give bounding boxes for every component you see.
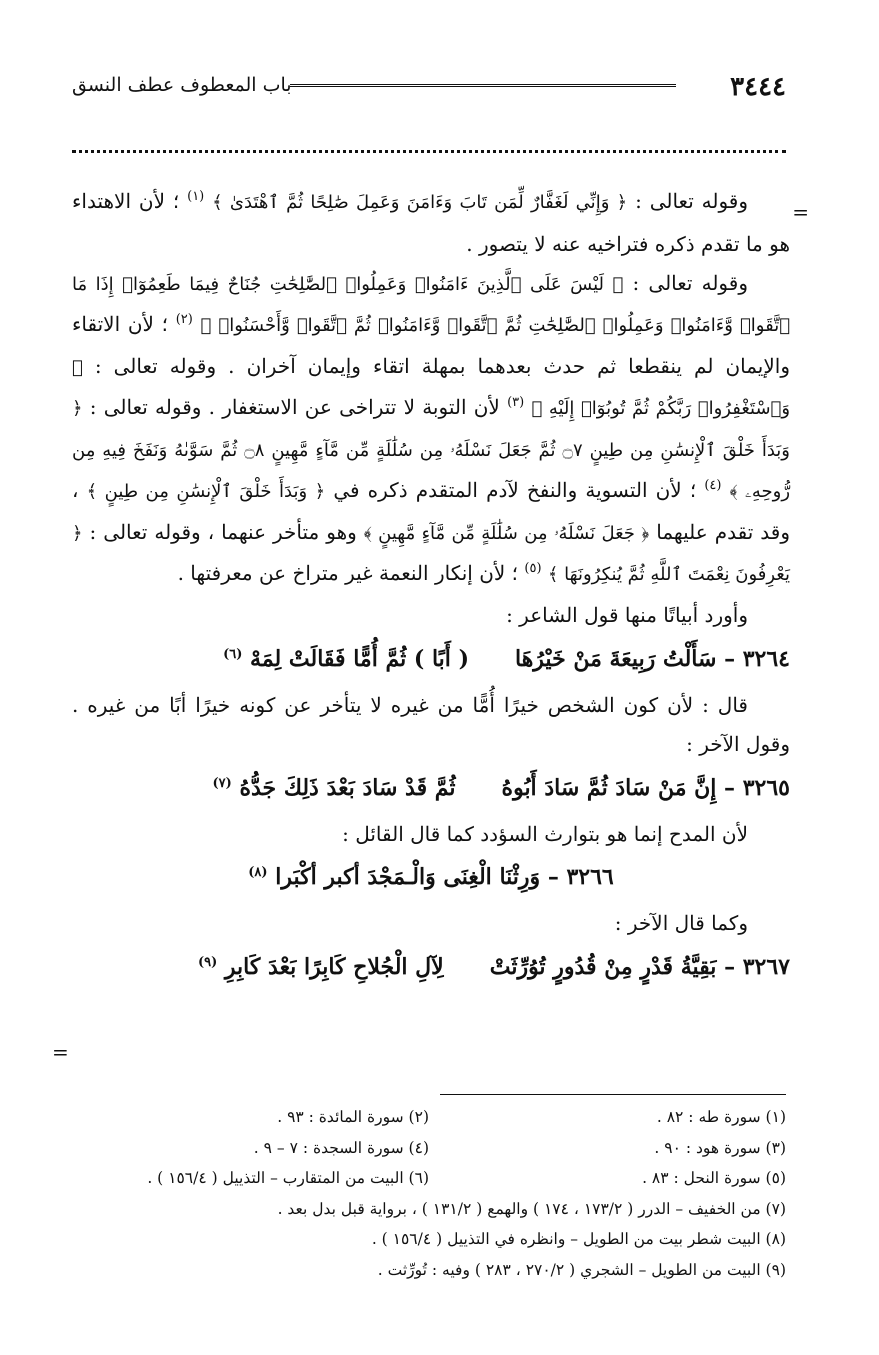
paragraph-6: وكما قال الآخر : (614, 911, 748, 935)
main-text (72, 182, 790, 994)
continuation-mark-bottom: = (52, 1040, 69, 1064)
footnote-6: (٦) البيت من المتقارب – التذييل ( ١٥٦/٤ ) . (147, 1169, 429, 1187)
header-rule (290, 84, 676, 91)
footnote-ref: (٣) (507, 394, 525, 410)
quran-quote: ﴿ لَيْسَ عَلَى ٱلَّذِينَ ءَامَنُوا۟ وَعَمِلُوا۟ ٱلصَّٰلِحَٰتِ جُنَاحٌ فِيمَا طَعِمُوٓا۟ إِذَا مَا ٱتَّقَوا۟ وَّءَامَنُوا۟ وَعَمِلُوا۟ ٱلصَّٰلِحَٰتِ ثُمَّ ٱتَّقَوا۟ وَّءَامَنُوا۟ ثُمَّ ٱتَّقَوا۟ وَّأَحْسَنُوا۟ ﴾ (72, 274, 791, 336)
poetry-verse-3267: ٣٢٦٧ – بَقِيَّةُ قَدْرٍ مِنْ قُدُورٍ تُوُرِّثَتْلِآلِ الْجُلاحِ كَابِرًا بَعْدَ كَابِرِ $^{(٩)}$ (197, 953, 790, 980)
footnote-ref: (٨) (248, 865, 268, 880)
dotted-separator (72, 150, 786, 153)
quran-quote: ﴿ وَبَدَأَ خَلْقَ ٱلْإِنسَٰنِ مِن طِينٍ ﴾ (86, 480, 326, 502)
footnote-4: (٤) سورة السجدة : ٧ – ٩ . (253, 1138, 429, 1157)
continuation-mark-top: = (792, 200, 809, 224)
footnote-9: (٩) البيت من الطويل – الشجري ( ٢٧٠/٢ ، ٢٨٣ ) وفيه : تُورِّثت . (377, 1260, 786, 1279)
footnotes (72, 1102, 786, 1285)
poetry-verse-3266: ٣٢٦٦ – وَرِثْنَا الْغِنَى وَالْـمَجْدَ أكبر أكْبَرا $^{(٨)}$ (248, 864, 614, 890)
quran-quote: ﴿ وَٱسْتَغْفِرُوا۟ رَبَّكُمْ ثُمَّ تُوبُوٓا۟ إِلَيْهِ ﴾ (72, 357, 791, 419)
page-header (72, 72, 786, 108)
quran-quote: ﴿ جَعَلَ نَسْلَهُۥ مِن سُلَٰلَةٍ مِّن مَّآءٍ مَّهِينٍ ﴾ (363, 523, 650, 544)
quran-quote: ﴿ يَعْرِفُونَ نِعْمَتَ ٱللَّهِ ثُمَّ يُنكِرُونَهَا ﴾ (72, 523, 790, 585)
footnote-ref: (٦) (223, 646, 243, 662)
paragraph-3: وأورد أبياتًا منها قول الشاعر : (506, 603, 748, 627)
footnote-ref: (٧) (212, 775, 232, 791)
footnote-ref: (٤) (704, 477, 722, 493)
footnote-7: (٧) من الخفيف – الدرر ( ١٧٣/٢ ، ١٧٤ ) والهمع ( ١٣١/٢ ) ، برواية قبل بدل بعد . (277, 1199, 786, 1218)
footnote-3: (٣) سورة هود : ٩٠ . (654, 1138, 786, 1157)
footnote-8: (٨) البيت شطر بيت من الطويل – وانظره في التذييل ( ١٥٦/٤ ) . (371, 1230, 786, 1248)
footnote-ref: (٢) (175, 311, 193, 327)
paragraph-1: وقوله تعالى : ﴿ وَإِنِّي لَغَفَّارٌ لِّمَن تَابَ وَءَامَنَ وَعَمِلَ صَٰلِحًا ثُمَّ ٱهْتَدَىٰ ﴾ $^{(١)}$ ؛ لأن الاهتداء هو ما تقدم ذكره فتراخيه عنه لا يتصور . (72, 189, 790, 256)
poetry-verse-3264: ٣٢٦٤ – سَأَلْتُ رَبِيعَةَ مَنْ خَيْرُهَا( أَبًا ) ثُمَّ أُمًّا فَقَالَتْ لِمَهْ $^{(٦)}$ (223, 645, 790, 672)
paragraph-5: لأن المدح إنما هو بتوارث السؤدد كما قال القائل : (342, 821, 748, 846)
chapter-title: باب المعطوف عطف النسق (72, 74, 292, 96)
paragraph-4: قال : لأن كون الشخص خيرًا أُمًّا من غيره لا يتأخر عن كونه خيرًا أبًا من غيره . وقول الآخر : (72, 692, 790, 756)
footnote-rule (440, 1094, 786, 1095)
page-number: ٣٤٤٤ (730, 72, 786, 102)
footnote-ref: (٩) (197, 954, 218, 970)
poetry-verse-3265: ٣٢٦٥ – إِنَّ مَنْ سَادَ ثُمَّ سَادَ أَبُوهُثُمَّ قَدْ سَادَ بَعْدَ ذَلِكَ جَدُّهُ $^{(٧)}$ (212, 774, 790, 801)
quran-quote: ﴿ وَبَدَأَ خَلْقَ ٱلْإِنسَٰنِ مِن طِينٍ ۝٧ ثُمَّ جَعَلَ نَسْلَهُۥ مِن سُلَٰلَةٍ مِّن مَّآءٍ مَّهِينٍ ۝٨ ثُمَّ سَوَّىٰهُ وَنَفَخَ فِيهِ مِن رُّوحِهِۦ ﴾ (72, 397, 791, 502)
footnote-5: (٥) سورة النحل : ٨٣ . (642, 1169, 786, 1187)
footnote-2: (٢) سورة المائدة : ٩٣ . (277, 1108, 429, 1126)
paragraph-2: وقوله تعالى : ﴿ لَيْسَ عَلَى ٱلَّذِينَ ءَامَنُوا۟ وَعَمِلُوا۟ ٱلصَّٰلِحَٰتِ جُنَاحٌ فِيمَا طَعِمُوٓا۟ إِذَا مَا ٱتَّقَوا۟ وَّءَامَنُوا۟ وَعَمِلُوا۟ ٱلصَّٰلِحَٰتِ ثُمَّ ٱتَّقَوا۟ وَّءَامَنُوا۟ ثُمَّ ٱتَّقَوا۟ وَّأَحْسَنُوا۟ ﴾ $^{(٢)}$ ؛ لأن الاتقاء والإيمان لم ينقطعا ثم حدث بعدهما بمهلة اتقاء وإيمان آخران . وقوله تعالى : ﴿ وَٱسْتَغْفِرُوا۟ رَبَّكُمْ ثُمَّ تُوبُوٓا۟ إِلَيْهِ ﴾ $^{(٣)}$ لأن التوبة لا تتراخى عن الاستغفار . وقوله تعالى : ﴿ وَبَدَأَ خَلْقَ ٱلْإِنسَٰنِ مِن طِينٍ ۝٧ ثُمَّ جَعَلَ نَسْلَهُۥ مِن سُلَٰلَةٍ مِّن مَّآءٍ مَّهِينٍ ۝٨ ثُمَّ سَوَّىٰهُ وَنَفَخَ فِيهِ مِن رُّوحِهِۦ ﴾ $^{(٤)}$ ؛ لأن التسوية والنفخ لآدم المتقدم ذكره في ﴿ وَبَدَأَ خَلْقَ ٱلْإِنسَٰنِ مِن طِينٍ ﴾ ، وقد تقدم عليهما ﴿ جَعَلَ نَسْلَهُۥ مِن سُلَٰلَةٍ مِّن مَّآءٍ مَّهِينٍ ﴾ وهو متأخر عنهما ، وقوله تعالى : ﴿ يَعْرِفُونَ نِعْمَتَ ٱللَّهِ ثُمَّ يُنكِرُونَهَا ﴾ $^{(٥)}$ ؛ لأن إنكار النعمة غير متراخ عن معرفتها . (72, 271, 791, 585)
footnote-ref: (١) (187, 189, 205, 204)
footnote-1: (١) سورة طه : ٨٢ . (656, 1108, 786, 1126)
quran-quote: ﴿ وَإِنِّي لَغَفَّارٌ لِّمَن تَابَ وَءَامَنَ وَعَمِلَ صَٰلِحًا ثُمَّ ٱهْتَدَىٰ ﴾ (212, 192, 628, 213)
footnote-ref: (٥) (524, 560, 542, 576)
